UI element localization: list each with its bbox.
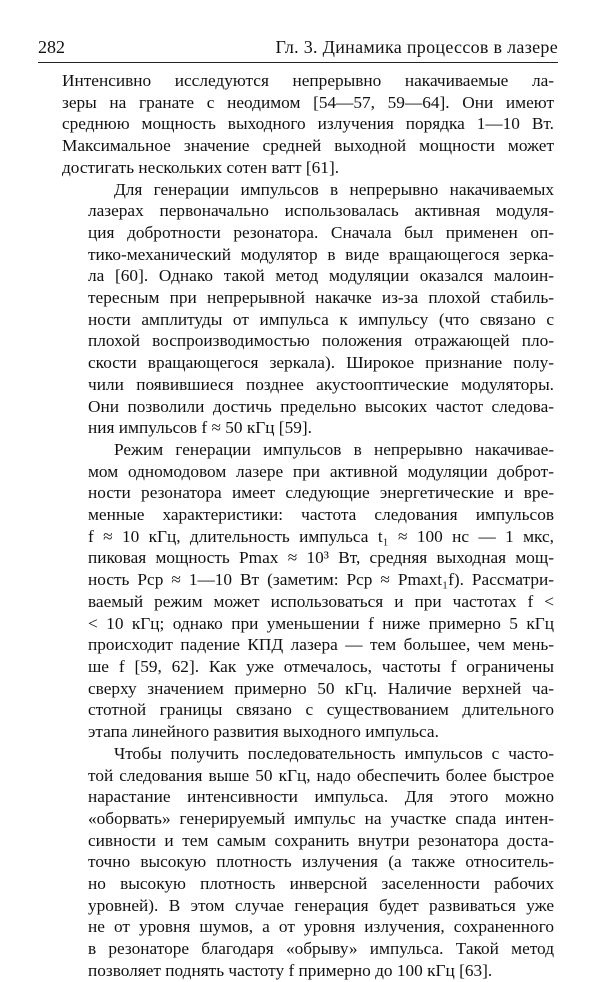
text-line: но высокую плотность инверсной заселенности рабочих: [88, 874, 554, 894]
text-line: ности амплитуды от импульса к импульсу (что связано с: [88, 309, 554, 329]
text-line: зеры на гранате с неодимом [54—57, 59—64]. Они имеют: [62, 92, 554, 112]
text-line: Максимальное значение средней выходной мощности может: [62, 136, 554, 156]
text-line: той следования выше 50 кГц, надо обеспечить более быстрое: [88, 765, 554, 785]
text-line: Интенсивно исследуются непрерывно накачиваемые ла-: [62, 71, 554, 90]
text-line: уровней). В этом случае генерация будет развиваться уже: [88, 895, 554, 915]
text-line: Для генерации импульсов в непрерывно накачиваемых: [114, 179, 554, 199]
text-line: тико-механический модулятор в виде вращающегося зерка-: [88, 244, 554, 264]
paragraph-1: [62, 70, 554, 179]
body-text: [62, 70, 554, 982]
text-line: ла [60]. Однако такой метод модуляции оказался малоин-: [88, 266, 554, 286]
header-rule: [38, 62, 558, 63]
text-line: происходит падение КПД лазера — тем большее, чем мень-: [88, 635, 554, 655]
text-line: лазерах первоначально использовалась активная модуля-: [88, 201, 554, 221]
text-line: скости вращающегося зеркала). Широкое признание полу-: [88, 353, 554, 373]
text-line: f ≈ 10 кГц, длительность импульса t₁ ≈ 100 нс — 1 мкс,: [88, 526, 554, 546]
page-number: 282: [38, 37, 65, 57]
text-line: достигать нескольких сотен ватт [61].: [62, 157, 340, 177]
text-line: плохой воспроизводимостью положения отражающей пло-: [88, 331, 554, 351]
text-line: сверху значением примерно 50 кГц. Наличие верхней ча-: [88, 678, 554, 698]
text-line: ваемый режим может использоваться и при частотах f <: [88, 591, 554, 611]
text-line: нарастание интенсивности импульса. Для этого можно: [88, 787, 554, 807]
text-line: пиковая мощность Pmax ≈ 10³ Вт, средняя выходная мощ-: [88, 548, 554, 568]
text-line: позволяет поднять частоту f примерно до 100 кГц [63].: [88, 960, 493, 980]
text-line: ция добротности резонатора. Сначала был применен оп-: [88, 222, 554, 242]
text-line: ность Pср ≈ 1—10 Вт (заметим: Pср ≈ Pmaxt₁f). Рассматри-: [88, 570, 554, 590]
text-line: мом одномодовом лазере при активной модуляции доброт-: [88, 461, 554, 481]
paragraph-3: [62, 439, 554, 743]
text-line: точно высокую плотность излучения (а также относитель-: [88, 852, 554, 872]
text-line: ности резонатора имеет следующие энергетические и вре-: [88, 483, 554, 503]
text-line: Они позволили достичь предельно высоких частот следова-: [88, 396, 554, 416]
text-line: менные характеристики: частота следования импульсов: [88, 505, 554, 525]
text-line: ния импульсов f ≈ 50 кГц [59].: [88, 418, 312, 438]
paragraph-2: [62, 179, 554, 439]
text-line: «оборвать» генерируемый импульс на участке спада интен-: [88, 808, 554, 828]
text-line: среднюю мощность выходного излучения порядка 1—10 Вт.: [62, 114, 554, 134]
text-line: в резонаторе благодаря «обрыву» импульса. Такой метод: [88, 939, 554, 959]
page-header: [38, 36, 558, 64]
running-head: Гл. 3. Динамика процессов в лазере: [275, 37, 558, 57]
paragraph-4: [62, 743, 554, 982]
text-line: стотной границы связано с существованием длительного: [88, 700, 554, 720]
text-line: чили появившиеся позднее акустооптические модуляторы.: [88, 374, 554, 394]
text-line: сивности и тем самым сохранить внутри резонатора доста-: [88, 830, 554, 850]
text-line: тересным при непрерывной накачке из-за плохой стабиль-: [88, 288, 554, 308]
text-line: не от уровня шумов, а от уровня излучения, сохраненного: [88, 917, 554, 937]
text-line: Чтобы получить последовательность импульсов с часто-: [114, 743, 554, 763]
text-line: Режим генерации импульсов в непрерывно накачивае-: [114, 439, 554, 459]
text-line: < 10 кГц; однако при уменьшении f ниже примерно 5 кГц: [88, 613, 554, 633]
text-line: этапа линейного развития выходного импульса.: [88, 722, 439, 742]
text-line: ше f [59, 62]. Как уже отмечалось, частоты f ограничены: [88, 656, 554, 676]
